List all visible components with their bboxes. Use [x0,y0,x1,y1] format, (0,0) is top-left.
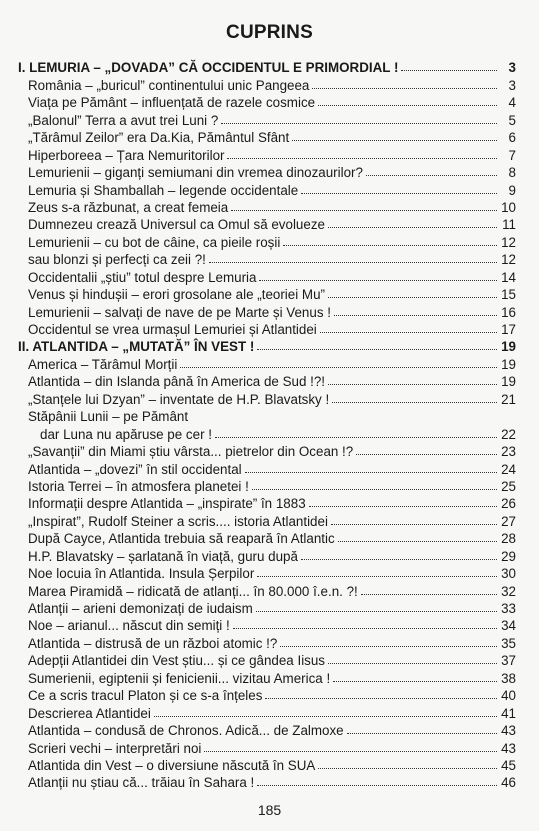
toc-entry [18,459,516,476]
toc-entry-page: 30 [501,566,516,582]
dot-leader [154,716,497,717]
toc-entry-page: 8 [508,165,516,181]
toc-entry-page: 40 [501,688,516,704]
dot-leader [347,733,497,734]
toc-entry [18,564,516,581]
toc-entry-title: Stăpânii Lunii – pe Pământ [28,409,189,425]
dot-leader [328,384,497,385]
toc-entry [18,267,516,284]
toc-entry-title: Adepții Atlantidei din Vest știu... și ce gândea Iisus [28,653,326,669]
dot-leader [332,402,497,403]
toc-entry-page: 11 [502,217,516,233]
toc-entry-title: Atlanții nu știau că... trăiau în Sahara ! [28,775,255,791]
toc-entry-page: 10 [501,199,516,215]
dot-leader [257,576,497,577]
toc-entry-title: „Inspirat”, Rudolf Steiner a scris.... istoria Atlantidei [28,513,328,529]
toc-entry-title: Lemurienii – giganți semiumani din vremea dinozaurilor? [28,165,363,181]
dot-leader [356,454,497,455]
toc-entry [18,128,516,145]
toc-entry-title: Dumnezeu crează Universul ca Omul să evolueze [28,217,325,233]
toc-entry [18,703,516,720]
toc-entry-title: H.P. Blavatsky – șarlatană în viață, guru după [28,548,298,564]
toc-entry [18,354,516,371]
toc-entry [18,110,516,127]
dot-leader [180,367,497,368]
toc-entry-title: Venus și hindușii – erori grosolane ale „teoriei Mu” [28,287,325,303]
dot-leader [309,506,497,507]
dot-leader [328,663,497,664]
toc-entry-page: 38 [501,670,516,686]
dot-leader [401,70,497,71]
toc-entry [18,215,516,232]
dot-leader [231,210,497,211]
toc-entry-title: Informații despre Atlantida – „inspirate” în 1883 [28,496,306,512]
toc-entry-title: Noe locuia în Atlantida. Insula Șerpilor [28,566,255,582]
toc-entry-page: 26 [501,496,516,512]
toc-entry-title: Sumerienii, egiptenii și fenicienii... vizitau America ! [28,670,331,686]
dot-leader [320,332,497,333]
dot-leader [301,559,497,560]
toc-entry-title: Viața pe Pământ – influențată de razele cosmice [28,95,316,111]
toc-entry-page: 3 [508,77,516,93]
dot-leader [256,611,497,612]
toc-entry [18,668,516,685]
toc-entry-title: America – Tărâmul Morții [28,356,178,372]
toc-entry [18,389,516,406]
toc-entry-title: Istoria Terrei – în atmosfera planetei ! [28,478,249,494]
dot-leader [204,751,497,752]
toc-section-entry [18,58,516,75]
dot-leader [233,628,497,629]
toc-entry-page: 46 [501,775,516,791]
toc-entry-title: „Stanțele lui Dzyan” – inventate de H.P. Blavatsky ! [28,391,330,407]
toc-entry-page: 12 [501,252,516,268]
toc-entry [18,616,516,633]
dot-leader [257,785,497,786]
toc-entry-title: Hiperboreea – Țara Nemuritorilor [28,147,225,163]
toc-entry [18,198,516,215]
toc-entry-page: 4 [508,95,516,111]
toc-entry-page: 9 [508,182,516,198]
toc-entry-title: Ce a scris tracul Platon și ce s-a înțeles [28,688,263,704]
toc-entry-page: 14 [501,269,516,285]
toc-entry [18,232,516,249]
toc-entry-page: 19 [501,356,516,372]
toc-entry [18,285,516,302]
dot-leader [252,489,497,490]
dot-leader [259,280,497,281]
toc-entry-title: „Savanții” din Miami știu vârsta... pietrelor din Ocean !? [28,444,354,460]
toc-entry-page: 23 [501,444,516,460]
toc-entry [18,546,516,563]
toc-entry-title: I. LEMURIA – „DOVADA” CĂ OCCIDENTUL E PRIMORDIAL ! [18,60,399,76]
toc-entry [18,75,516,92]
toc-entry-page: 19 [501,374,516,390]
toc-entry-page: 27 [501,513,516,529]
toc-entry [18,756,516,773]
dot-leader [328,227,497,228]
toc-entry-title: Descrierea Atlantidei [28,705,151,721]
dot-leader [331,524,497,525]
dot-leader [265,698,497,699]
page-title: CUPRINS [226,22,313,43]
toc-entry-title: România – „buricul” continentului unic Pangeea [28,77,310,93]
toc-entry [18,372,516,389]
dot-leader [257,349,497,350]
toc-entry-title: dar Luna nu apăruse pe cer ! [40,426,212,442]
dot-leader [227,158,497,159]
toc-entry-page: 7 [508,147,516,163]
toc-entry-title: După Cayce, Atlantida trebuia să reapară în Atlantic [28,531,335,547]
dot-leader [312,88,497,89]
toc-entry-page: 22 [501,426,516,442]
toc-entry-page: 34 [501,618,516,634]
toc-entry-page: 16 [501,304,516,320]
toc-entry [18,442,516,459]
dot-leader [318,768,497,769]
toc-entry-page: 43 [501,740,516,756]
toc-entry [18,494,516,511]
toc-entry [18,633,516,650]
toc-entry-title: Scrieri vechi – interpretări noi [28,740,202,756]
toc-entry-page: 33 [501,601,516,616]
toc-entry-page: 24 [501,461,516,477]
toc-entry-page: 3 [508,60,516,76]
toc-entry-page: 37 [501,653,516,669]
toc-entry-title: Noe – arianul... născut din semiți ! [28,618,230,634]
toc-entry-page: 5 [508,112,516,128]
toc-entry-page: 29 [501,548,516,564]
dot-leader [209,262,497,263]
toc-entry-title: Zeus s-a răzbunat, a creat femeia [28,199,229,215]
dot-leader [338,541,497,542]
page-number: 185 [257,802,282,818]
dot-leader [292,140,497,141]
toc-entry [18,651,516,668]
toc-entry [18,738,516,755]
dot-leader [318,105,497,106]
toc-entry-title: Occidentul se vrea urmașul Lemuriei și Atlantidei [28,322,317,337]
toc-entry [18,180,516,197]
toc-entry [18,721,516,738]
toc-entry [18,424,516,441]
toc-entry-title: Marea Piramidă – ridicată de atlanți... în 80.000 î.e.n. ?! [28,583,358,599]
toc-entry [18,511,516,528]
toc-entry-page: 28 [501,531,516,547]
toc-entry-page: 41 [501,705,516,721]
toc-entry [18,407,516,424]
toc-entry-page: 35 [501,635,516,651]
toc-entry-title: Atlanții – arieni demonizați de iudaism [28,601,253,616]
dot-leader [221,123,497,124]
toc-entry-page: 19 [501,339,516,355]
toc-entry [18,773,516,790]
toc-entry-title: Atlantida – distrusă de un război atomic !? [28,635,278,651]
toc-entry-page: 43 [501,723,516,739]
dot-leader [333,681,497,682]
toc-entry [18,163,516,180]
toc-entry [18,250,516,267]
toc-entry [18,477,516,494]
toc-entry [18,320,516,337]
dot-leader [283,245,497,246]
dot-leader [215,437,497,438]
dot-leader [301,193,497,194]
toc-section-entry [18,337,516,354]
table-of-contents [18,58,516,790]
toc-entry-page: 21 [501,391,516,407]
toc-entry-page: 6 [508,130,516,146]
toc-entry-page: 17 [501,322,516,337]
toc-entry-title: Atlantida – din Islanda până în America de Sud !?! [28,374,326,390]
dot-leader [328,297,497,298]
toc-entry-title: Atlantida – „dovezi” în stil occidental [28,461,242,477]
toc-entry-title: II. ATLANTIDA – „MUTATĂ” ÎN VEST ! [18,339,255,355]
toc-entry [18,599,516,616]
toc-entry-page: 12 [501,234,516,250]
toc-entry [18,529,516,546]
toc-entry-page: 25 [501,478,516,494]
toc-entry [18,686,516,703]
dot-leader [245,472,497,473]
toc-entry-title: sau blonzi și perfecți ca zeii ?! [28,252,206,268]
toc-entry-title: Lemurienii – cu bot de câine, ca pieile roșii [28,234,281,250]
toc-entry-title: Lemuria și Shamballah – legende occidentale [28,182,299,198]
toc-entry-page: 15 [501,287,516,303]
dot-leader [280,646,497,647]
toc-entry-page: 32 [501,583,516,599]
toc-entry-title: Atlantida din Vest – o diversiune născută în SUA [28,757,316,773]
dot-leader [334,315,497,316]
toc-entry-title: „Tărâmul Zeilor” era Da.Kia, Pământul Sfânt [28,130,290,146]
toc-entry-title: Occidentalii „știu” totul despre Lemuria [28,269,257,285]
toc-entry-title: Lemurienii – salvați de nave de pe Marte și Venus ! [28,304,331,320]
toc-entry [18,93,516,110]
toc-entry [18,302,516,319]
toc-entry [18,145,516,162]
toc-entry-title: „Balonul” Terra a avut trei Luni ? [28,112,219,128]
dot-leader [361,594,497,595]
dot-leader [366,175,497,176]
toc-entry-title: Atlantida – condusă de Chronos. Adică... de Zalmoxe [28,723,344,739]
toc-entry-page: 45 [501,757,516,773]
toc-entry [18,581,516,598]
